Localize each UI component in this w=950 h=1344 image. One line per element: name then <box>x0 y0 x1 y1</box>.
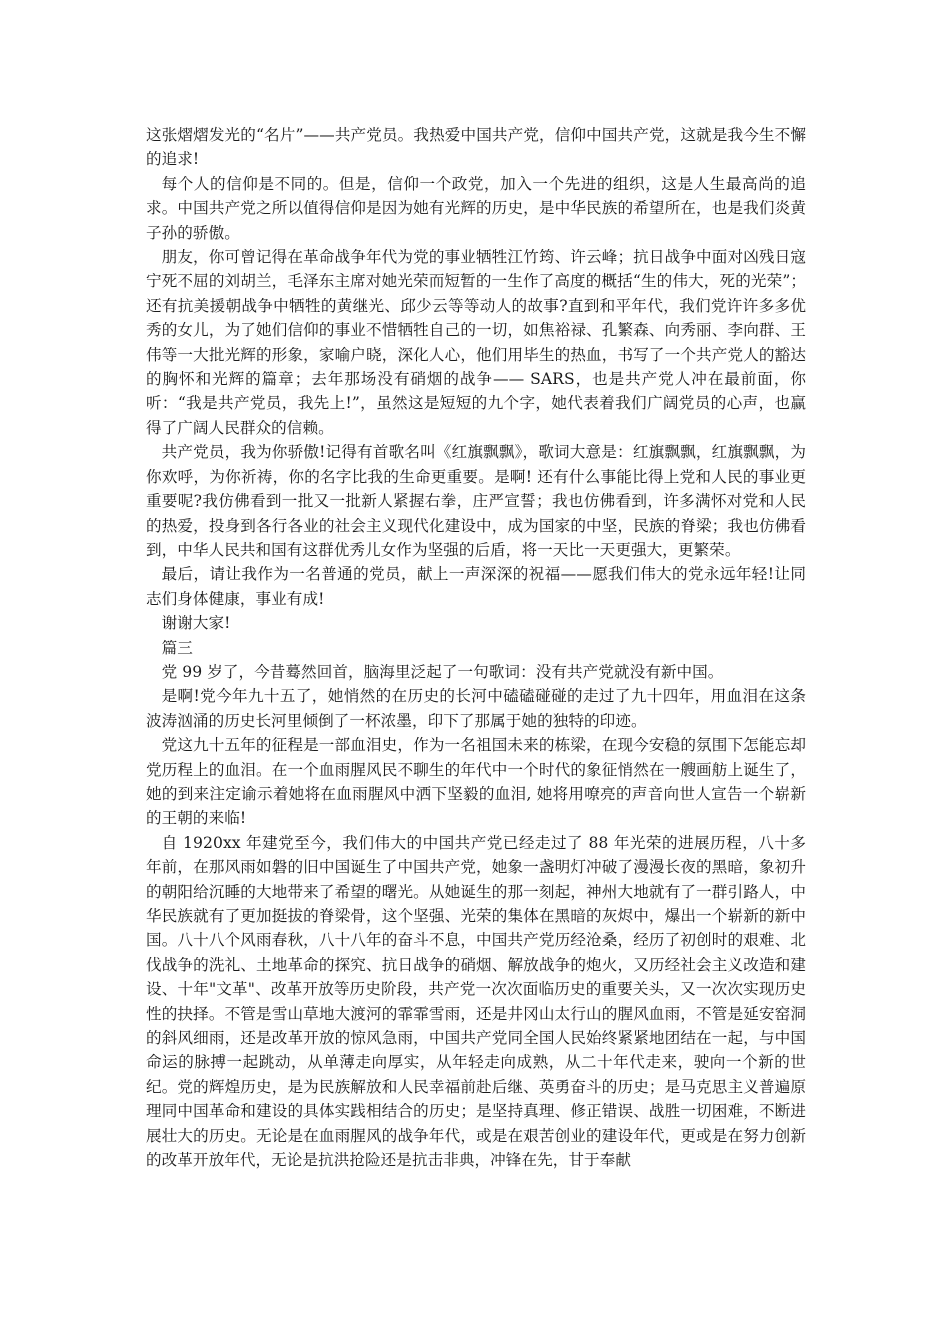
paragraph-continuation: 这张熠熠发光的“名片”——共产党员。我热爱中国共产党，信仰中国共产党，这就是我今生不懈的追求! <box>146 126 806 169</box>
document-page <box>146 123 806 1172</box>
paragraph-party-age: 党 99 岁了，今昔蓦然回首，脑海里泛起了一句歌词：没有共产党就没有新中国。 <box>161 662 724 681</box>
paragraph-history-overview: 自 1920xx 年建党至今，我们伟大的中国共产党已经走过了 88 年光荣的进展历程，八十多年前，在那风雨如磐的旧中国诞生了中国共产党，她象一盏明灯冲破了漫漫长夜的黑暗，象初升的朝阳给沉睡的大地带来了希望的曙光。从她诞生的那一刻起，神州大地就有了一群引路人，中华民族就有了更加挺拔的脊梁骨，这个坚强、光荣的集体在黑暗的灰烬中，爆出一个崭新的新中国。八十八个风雨春秋，八十八年的奋斗不息，中国共产党历经沧桑，经历了初创时的艰难、北伐战争的洗礼、土地革命的探究、抗日战争的硝烟、解放战争的炮火，又历经社会主义改造和建设、十年"文革"、改革开放等历史阶段，共产党一次次面临历史的重要关头，又一次次实现历史性的抉择。不管是雪山草地大渡河的霏霏雪雨，还是井冈山太行山的腥风血雨，不管是延安窑洞的斜风细雨，还是改革开放的惊风急雨，中国共产党同全国人民始终紧紧地团结在一起，与中国命运的脉搏一起跳动，从单薄走向厚实，从年轻走向成熟，从二十年代走来，驶向一个新的世纪。党的辉煌历史，是为民族解放和人民幸福前赴后继、英勇奋斗的历史；是马克思主义普遍原理同中国革命和建设的具体实践相结合的历史；是坚持真理、修正错误、战胜一切困难，不断进展壮大的历史。无论是在血雨腥风的战争年代，或是在艰苦创业的建设年代，更或是在努力创新的改革开放年代，无论是抗洪抢险还是抗击非典，冲锋在先，甘于奉献 <box>146 833 806 1170</box>
section-heading: 篇三 <box>161 638 193 657</box>
paragraph-thanks: 谢谢大家! <box>161 614 231 633</box>
paragraph-heroes: 朋友，你可曾记得在革命战争年代为党的事业牺牲江竹筠、许云峰；抗日战争中面对凶残日寇宁死不屈的刘胡兰，毛泽东主席对她光荣而短暂的一生作了高度的概括“生的伟大，死的光荣”；还有抗美援朝战争中牺牲的黄继光、邱少云等等动人的故事?直到和平年代，我们党许许多多优秀的女儿，为了她们信仰的事业不惜牺牲自己的一切，如焦裕禄、孔繁森、向秀丽、李向群、王伟等一大批光辉的形象，家喻户晓，深化人心，他们用毕生的热血，书写了一个共产党人的豁达的胸怀和光辉的篇章；去年那场没有硝烟的战争—— SARS，也是共产党人冲在最前面，你听：“我是共产党员，我先上!”，虽然这是短短的九个字，她代表着我们广阔党员的心声，也赢得了广阔人民群众的信赖。 <box>146 248 806 437</box>
paragraph-river-of-history: 是啊!党今年九十五了，她悄然的在历史的长河中磕磕碰碰的走过了九十四年，用血泪在这条波涛汹涌的历史长河里倾倒了一杯浓墨，印下了那属于她的独特的印迹。 <box>146 687 806 730</box>
paragraph-pride: 共产党员，我为你骄傲!记得有首歌名叫《红旗飘飘》，歌词大意是：红旗飘飘，红旗飘飘，为你欢呼，为你祈祷，你的名字比我的生命更重要。是啊! 还有什么事能比得上党和人民的事业更重要呢?我仿佛看到一批又一批新人紧握右拳，庄严宣誓；我也仿佛看到，许多满怀对党和人民的热爱，投身到各行各业的社会主义现代化建设中，成为国家的中坚，民族的脊梁；我也仿佛看到，中华人民共和国有这群优秀儿女作为坚强的后盾，将一天比一天更强大，更繁荣。 <box>146 443 806 559</box>
paragraph-closing-wish: 最后，请让我作为一名普通的党员，献上一声深深的祝福——愿我们伟大的党永远年轻!让同志们身体健康，事业有成! <box>146 565 806 608</box>
paragraph-blood-and-tears: 党这九十五年的征程是一部血泪史，作为一名祖国未来的栋梁，在现今安稳的氛围下怎能忘却党历程上的血泪。在一个血雨腥风民不聊生的年代中一个时代的象征悄然在一艘画舫上诞生了，她的到来注定谕示着她将在血雨腥风中洒下坚毅的血泪, 她将用嘹亮的声音向世人宣告一个崭新的王朝的来临! <box>146 736 806 828</box>
paragraph-belief: 每个人的信仰是不同的。但是，信仰一个政党，加入一个先进的组织，这是人生最高尚的追求。中国共产党之所以值得信仰是因为她有光辉的历史，是中华民族的希望所在，也是我们炎黄子孙的骄傲。 <box>146 174 806 242</box>
